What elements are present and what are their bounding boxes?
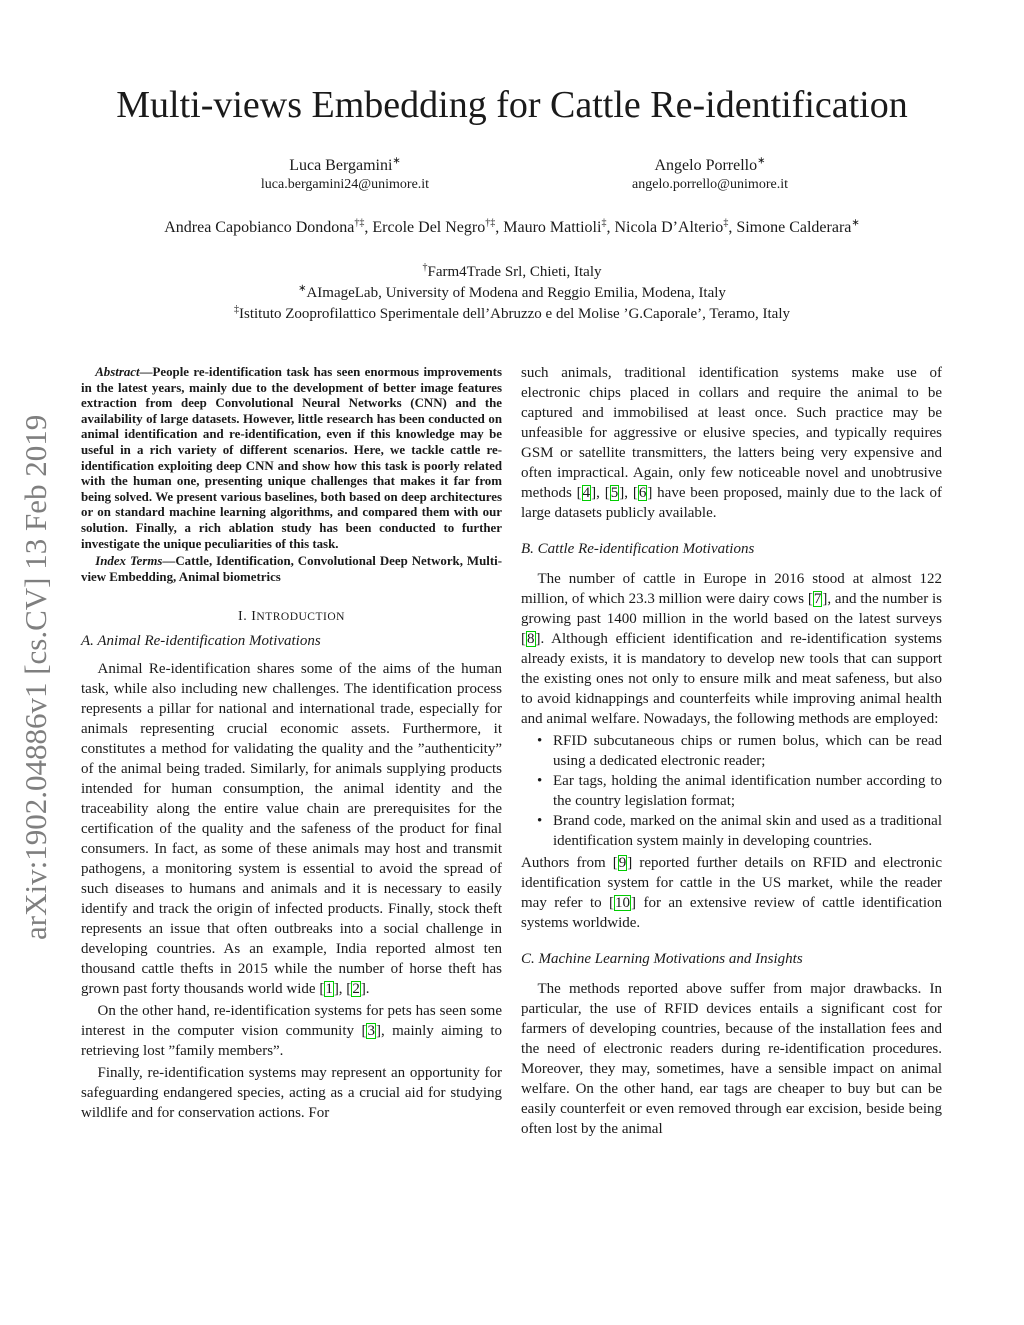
subsection-heading: B. Cattle Re-identification Motivations (521, 541, 755, 557)
bullet-list (521, 731, 942, 851)
author-block-1 (220, 156, 470, 194)
left-column (81, 365, 502, 1125)
paragraph: Finally, re-identification systems may represent an opportunity for safeguarding endangered species, acting as a crucial aid for studying wildlife and for conservation actions. For (81, 1065, 502, 1122)
paragraph: Authors from [9] reported further details on RFID and electronic identification system for cattle in the US market, while the reader may refer to [10] for an extensive review of cattle identification systems worldwide. (521, 855, 942, 931)
affiliation: ‡Istituto Zooprofilattico Sperimentale dell’Abruzzo e del Molise ’G.Caporale’, Teramo, Italy (233, 304, 790, 322)
author-email[interactable]: luca.bergamini24@unimore.it (260, 177, 430, 192)
affiliation: ∗AImageLab, University of Modena and Reggio Emilia, Modena, Italy (298, 283, 726, 301)
paper-title: Multi-views Embedding for Cattle Re-identification (116, 84, 908, 126)
citation-link[interactable]: 6 (638, 485, 647, 501)
citation-link[interactable]: 7 (813, 591, 822, 607)
author-block-2 (585, 156, 835, 194)
citation-link[interactable]: 9 (618, 855, 627, 871)
author-email[interactable]: angelo.porrello@unimore.it (632, 177, 788, 192)
paragraph: The methods reported above suffer from major drawbacks. In particular, the use of RFID devices entails a significant cost for farmers of developing countries, because of the installation fees and the need of electronic readers during re-identification procedures. Moreover, they may, sometimes, have a sensible impact on animal welfare. On the other hand, ear tags are cheaper to buy but can be easily counterfeit or even removed through ear excision, beside being often lost by the animal (521, 981, 942, 1137)
citation-link[interactable]: 2 (352, 981, 360, 998)
section-heading: I. INTRODUCTION (238, 609, 345, 625)
arxiv-stamp: arXiv:1902.04886v1 [cs.CV] 13 Feb 2019 (18, 414, 53, 940)
citation-link[interactable]: 5 (610, 485, 619, 501)
paragraph: such animals, traditional identification systems make use of electronic chips placed in collars and require the animal to be captured and immobilised at least once. Such practice may be unfeasible for aggressive or elusive species, and typically requires GSM or satellite transmitters, the latters being very expensive and often impractical. Again, only few noticeable novel and unobtrusive methods [4], [5], [6] have been proposed, mainly due to the lack of large datasets publicly available. (521, 365, 942, 521)
list-item: • Brand code, marked on the animal skin and used as a traditional identification system mainly in developing countries. (553, 811, 942, 851)
paragraph: Animal Re-identification shares some of the aims of the human task, while also including new challenges. The identification process represents a pillar for national and international trade, especially for animals representing crucial economic assets. Furthermore, it constitutes a method for validating the quality and the ”authenticity” of the animal being traded. Similarly, for animals supplying products intended for human consumption, the animal identity and the traceability along the entire value chain are prerequisites for the certification of the quality and the safeness of the product for final consumers. In fact, as some of these animals may host and transmit pathogens, a monitoring system is essential to avoid the spread of such diseases to humans and animals and it is necessary to easily identify and track the origin of infected products. Finally, stock theft represents an issue that often outbreaks into a social challenge in developing countries. As an example, India reported almost ten thousand cattle thefts in 2015 while the number of horse theft has grown past forty thousands world wide [1], [2]. (81, 661, 502, 998)
right-column (521, 363, 942, 1141)
abstract: Abstract—People re-identification task has seen enormous improvements in the latest years, mainly due to the development of better image features extraction from deep Convolutional Neural Networks (CNN) and the availability of large datasets. However, little research has been conducted on animal identification and re-identification, even if this knowledge may be useful in a rich variety of different scenarios. Here, we tackle cattle re-identification exploiting deep CNN and show how this task is poorly related with the human one, presenting unique challenges that makes it far from being solved. We present various baselines, both based on deep architectures or on standard machine learning algorithms, and compared them with our solution. Finally, a rich ablation study has been conducted to further investigate the unique peculiarities of this task. Index Terms—Cattle, Identification, Convolutional Deep Network, Multi-view Embedding, Animal biometrics (81, 365, 502, 584)
subsection-heading: A. Animal Re-identification Motivations (81, 633, 321, 650)
citation-link[interactable]: 3 (367, 1023, 375, 1040)
paragraph: The number of cattle in Europe in 2016 stood at almost 122 million, of which 23.3 million were dairy cows [7], and the number is growing past 1400 million in the world based on the latest surveys [8]. Although efficient identification and re-identification systems already exists, it is mandatory to develop new tools that can support the existing ones not only to ensure milk and meat safeness, but also to avoid kidnappings and counterfeits while improving animal health and animal welfare. Nowadays, the following methods are employed: (521, 571, 942, 727)
citation-link[interactable]: 1 (325, 981, 333, 998)
author-name: Angelo Porrello∗ (654, 155, 766, 174)
list-item: • Ear tags, holding the animal identification number according to the country legislation format; (553, 771, 942, 811)
subsection-heading: C. Machine Learning Motivations and Insights (521, 951, 803, 967)
author-list: Andrea Capobianco Dondona†‡, Ercole Del Negro†‡, Mauro Mattioli‡, Nicola D’Alterio‡, Simone Calderara∗ (164, 217, 860, 236)
citation-link[interactable]: 4 (582, 485, 591, 501)
paragraph: On the other hand, re-identification systems for pets has seen some interest in the computer vision community [3], mainly aiming to retrieving lost ”family members”. (81, 1003, 502, 1060)
affiliation: †Farm4Trade Srl, Chieti, Italy (422, 262, 602, 280)
author-name: Luca Bergamini∗ (289, 155, 401, 174)
citation-link[interactable]: 10 (615, 895, 631, 911)
list-item: • RFID subcutaneous chips or rumen bolus, which can be read using a dedicated electronic reader; (553, 731, 942, 771)
citation-link[interactable]: 8 (527, 631, 535, 647)
